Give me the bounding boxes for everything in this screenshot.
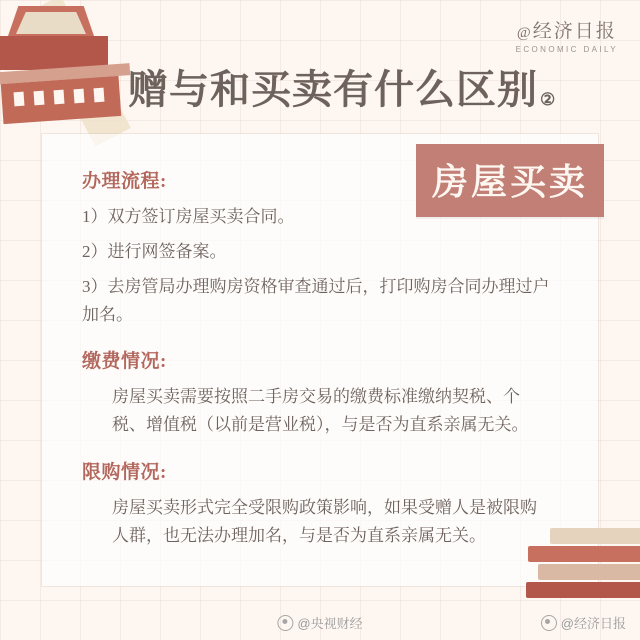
masthead-logo xyxy=(516,16,618,54)
eye-icon xyxy=(277,615,293,631)
watermark-right-text: @经济日报 xyxy=(560,616,626,631)
window-shape xyxy=(54,90,65,105)
section-heading-fees: 缴费情况: xyxy=(82,350,167,372)
book-shape xyxy=(538,564,640,580)
page-title xyxy=(128,58,556,115)
section-paragraph-purchase-limit: 房屋买卖形式完全受限购政策影响，如果受赠人是被限购人群，也无法办理加名，与是否为直系亲属无关。 xyxy=(112,497,537,545)
window-shape xyxy=(94,88,105,103)
section-heading-purchase-limit: 限购情况: xyxy=(82,461,167,483)
book-shape xyxy=(550,528,640,544)
book-shape xyxy=(526,582,640,598)
eye-icon xyxy=(541,615,557,631)
books-illustration-icon xyxy=(510,486,640,606)
masthead-cn-text: 经济日报 xyxy=(532,21,617,42)
house-illustration-icon xyxy=(0,0,140,135)
masthead-cn xyxy=(516,16,618,43)
watermark-center xyxy=(277,613,362,632)
status-badge: 房屋买卖 xyxy=(416,144,604,217)
at-symbol-icon: @ xyxy=(516,25,533,41)
section-heading-process: 办理流程: xyxy=(82,171,167,192)
book-shape xyxy=(528,546,640,562)
content-body xyxy=(82,166,552,550)
watermark-center-text: @央视财经 xyxy=(297,616,363,631)
list-item: 1）双方签订房屋买卖合同。 xyxy=(82,207,295,226)
list-item: 3）去房管局办理购房资格审查通过后，打印购房合同办理过户加名。 xyxy=(82,277,550,324)
window-shape xyxy=(34,91,45,106)
page-title-number: ② xyxy=(540,89,557,109)
list-item: 2）进行网签备案。 xyxy=(82,242,227,262)
section-paragraph-fees: 房屋买卖需要按照二手房交易的缴费标准缴纳契税、个税、增值税（以前是营业税），与是否为直系亲属无关。 xyxy=(112,386,529,434)
masthead-en: ECONOMIC DAILY xyxy=(515,45,618,54)
page-title-text: 赠与和买卖有什么区别 xyxy=(128,67,538,112)
window-shape xyxy=(74,89,85,104)
window-shape xyxy=(14,92,25,107)
roof-inner-shape xyxy=(16,12,86,34)
watermark-right xyxy=(541,613,626,632)
